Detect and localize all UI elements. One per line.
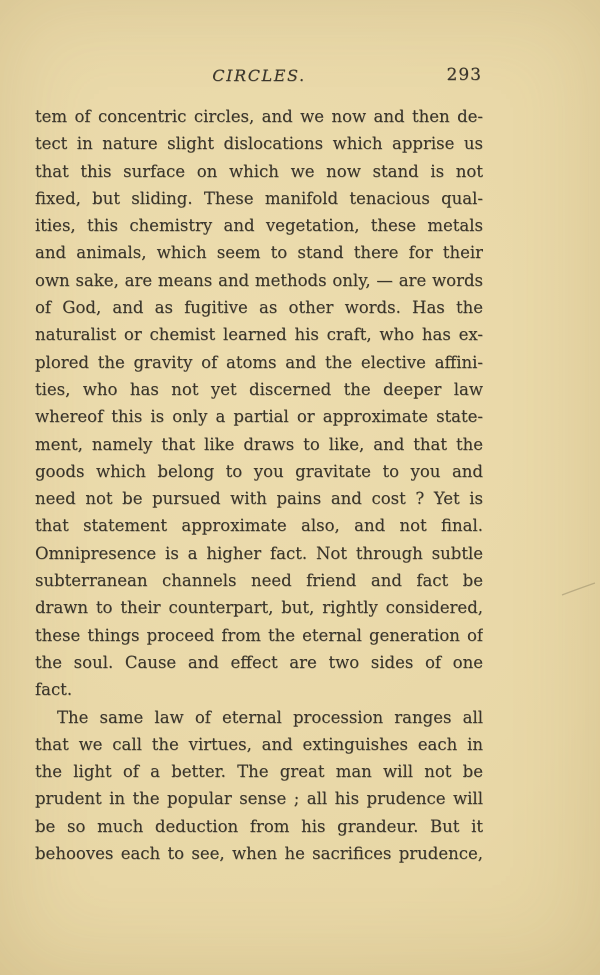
text-line: subterranean channels need friend and fact be <box>35 571 483 591</box>
text-line: whereof this is only a partial or approximate state- <box>35 407 483 427</box>
text-line: drawn to their counterpart, but, rightly considered, <box>35 598 483 618</box>
page-header <box>35 66 483 92</box>
text-line: tem of concentric circles, and we now and then de- <box>35 107 483 126</box>
page-text <box>35 103 483 867</box>
text-line: goods which belong to you gravitate to you and <box>35 461 483 481</box>
running-title: CIRCLES. <box>212 66 306 85</box>
text-line: of God, and as fugitive as other words. Has the <box>35 298 483 318</box>
scratch-mark <box>560 580 598 598</box>
text-line: Omnipresence is a higher fact. Not through subtle <box>35 543 483 563</box>
text-line: the soul. Cause and effect are two sides of one <box>35 652 483 672</box>
text-line: naturalist or chemist learned his craft, who has ex- <box>35 325 483 345</box>
text-line: need not be pursued with pains and cost ? Yet is <box>35 489 483 509</box>
text-line: own sake, are means and methods only, — are words <box>35 270 483 290</box>
text-line: fixed, but sliding. These manifold tenacious qual- <box>35 188 483 208</box>
text-line: ties, who has not yet discerned the deeper law <box>35 379 483 399</box>
text-line: these things proceed from the eternal generation of <box>35 625 483 645</box>
text-line: the light of a better. The great man will not be <box>35 762 483 782</box>
text-line: behooves each to see, when he sacrifices prudence, <box>35 844 483 864</box>
text-line: that this surface on which we now stand is not <box>35 161 483 181</box>
text-line: The same law of eternal procession ranges all <box>57 707 483 727</box>
text-line: that statement approximate also, and not final. <box>35 516 483 536</box>
text-line: be so much deduction from his grandeur. But it <box>35 816 483 836</box>
text-line: tect in nature slight dislocations which apprise us <box>35 134 483 154</box>
text-line: ities, this chemistry and vegetation, these metals <box>35 216 483 236</box>
text-line: plored the gravity of atoms and the elective affini- <box>35 352 483 372</box>
text-line: that we call the virtues, and extinguishes each in <box>35 734 483 754</box>
text-line: and animals, which seem to stand there for their <box>35 243 483 263</box>
text-line: fact. <box>35 680 73 700</box>
page-number: 293 <box>446 65 482 85</box>
text-line: ment, namely that like draws to like, and that the <box>35 434 483 454</box>
text-line: prudent in the popular sense ; all his prudence will <box>35 789 483 809</box>
